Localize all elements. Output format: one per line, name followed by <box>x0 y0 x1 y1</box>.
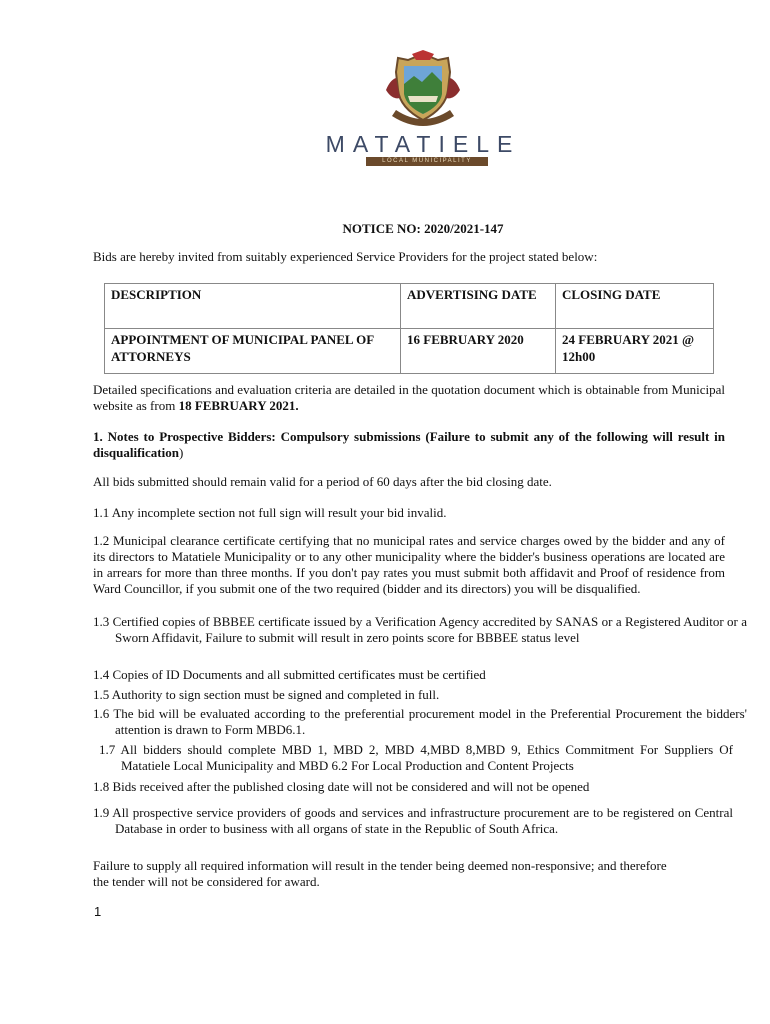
municipality-wordmark: MATATIELE <box>325 131 521 157</box>
list-item: 1.3 Certified copies of BBBEE certificate issued by a Verification Agency accredited by SANAS or a Registered Auditor or a Sworn Affidavit, Failure to submit will result in zero points score for BBBEE status level <box>93 614 747 645</box>
notice-number: NOTICE NO: 2020/2021-147 <box>342 221 504 236</box>
list-item: 1.6 The bid will be evaluated according to the preferential procurement model in the Preferential Procurement the bidders' attention is drawn to Form MBD6.1. <box>93 706 747 737</box>
details-date: 18 FEBRUARY 2021. <box>178 398 299 413</box>
list-item: 1.1 Any incomplete section not full sign will result your bid invalid. <box>93 505 447 520</box>
page-number: 1 <box>94 904 102 919</box>
cell-advertising-date: 16 FEBRUARY 2020 <box>401 329 556 374</box>
section-1-title <box>93 429 725 461</box>
list-item: 1.9 All prospective service providers of goods and services and infrastructure procurement are to be registered on Central Database in order to business with all organs of state in the Republic of South Africa. <box>93 805 733 836</box>
section-1-title-close: ) <box>178 445 184 460</box>
section-1-title-text: 1. Notes to Prospective Bidders: Compulsory submissions (Failure to submit any of the following will result in disqualification <box>93 429 725 460</box>
table-row <box>105 329 714 374</box>
intro-text: Bids are hereby invited from suitably experienced Service Providers for the project stated below: <box>93 249 598 264</box>
cell-description: APPOINTMENT OF MUNICIPAL PANEL OF ATTORNEYS <box>105 329 401 374</box>
municipal-crest-logo <box>378 50 468 138</box>
details-body: Detailed specifications and evaluation criteria are detailed in the quotation document which is obtainable from Municipal website as from <box>93 382 725 413</box>
list-item: 1.8 Bids received after the published closing date will not be considered and will not be opened <box>93 779 590 794</box>
header-closing-date: CLOSING DATE <box>556 284 714 329</box>
list-item: 1.5 Authority to sign section must be signed and completed in full. <box>93 687 440 702</box>
list-item: 1.7 All bidders should complete MBD 1, MBD 2, MBD 4,MBD 8,MBD 9, Ethics Commitment For Suppliers Of Matatiele Local Municipality and MBD 6.2 For Local Production and Content Projects <box>99 742 733 773</box>
bid-table <box>104 283 714 374</box>
table-header-row <box>105 284 714 329</box>
header-description: DESCRIPTION <box>105 284 401 329</box>
closing-note: Failure to supply all required information will result in the tender being deemed non-responsive; and therefore the tender will not be considered for award. <box>93 858 667 889</box>
cell-closing-date: 24 FEBRUARY 2021 @ 12h00 <box>556 329 714 374</box>
details-text <box>93 382 725 414</box>
list-item: 1.2 Municipal clearance certificate certifying that no municipal rates and service charges owed by the bidder and any of its directors to Matatiele Municipality or to any other municipality where the bidder's business operations are located are in arrears for more than three months. If you don't pay rates you must submit both affidavit and Proof of residence from Ward Councillor, if you submit one of the two required (bidder and its directors) you will be disqualified. <box>93 533 725 596</box>
header-advertising-date: ADVERTISING DATE <box>401 284 556 329</box>
validity-text: All bids submitted should remain valid for a period of 60 days after the bid closing date. <box>93 474 552 489</box>
list-item: 1.4 Copies of ID Documents and all submitted certificates must be certified <box>93 667 486 682</box>
municipality-subtitle: LOCAL MUNICIPALITY <box>366 157 488 166</box>
